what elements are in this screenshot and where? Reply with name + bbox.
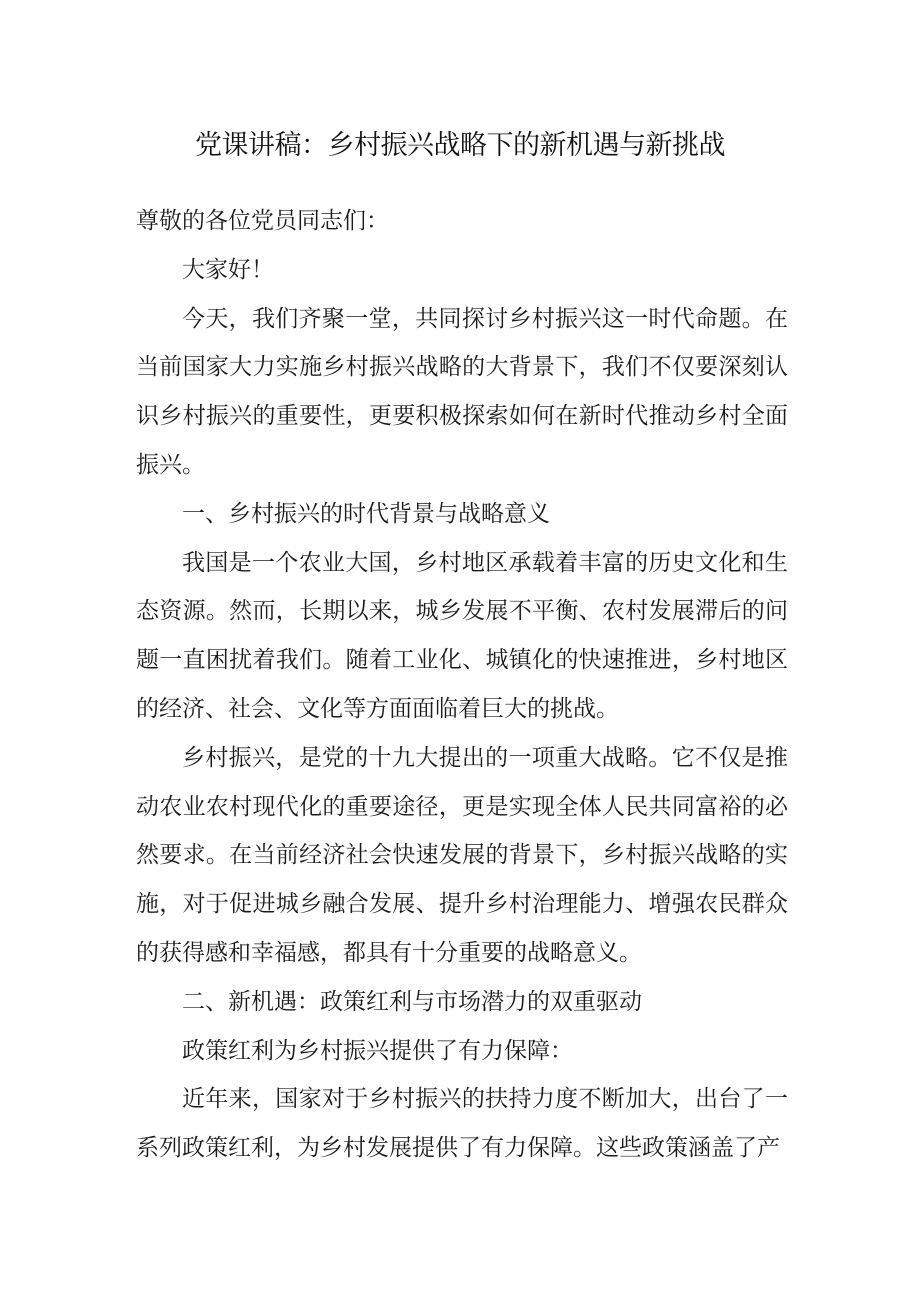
paragraph-background: 我国是一个农业大国，乡村地区承载着丰富的历史文化和生态资源。然而，长期以来，城乡发展不平衡、农村发展滞后的问题一直困扰着我们。随着工业化、城镇化的快速推进，乡村地区的经济、社会、文化等方面面临着巨大的挑战。	[136, 549, 788, 722]
section-heading-2: 二、新机遇：政策红利与市场潜力的双重驱动	[182, 988, 642, 1015]
document-body	[136, 197, 788, 1173]
paragraph-intro: 今天，我们齐聚一堂，共同探讨乡村振兴这一时代命题。在当前国家大力实施乡村振兴战略的大背景下，我们不仅要深刻认识乡村振兴的重要性，更要积极探索如何在新时代推动乡村全面振兴。	[136, 305, 788, 478]
section-heading-1: 一、乡村振兴的时代背景与战略意义	[182, 500, 550, 527]
paragraph-policy: 近年来，国家对于乡村振兴的扶持力度不断加大，出台了一系列政策红利，为乡村发展提供了有力保障。这些政策涵盖了产	[136, 1086, 788, 1162]
paragraph-salutation: 尊敬的各位党员同志们：	[136, 208, 389, 234]
document-title: 党课讲稿：乡村振兴战略下的新机遇与新挑战	[195, 130, 725, 161]
paragraph-significance: 乡村振兴，是党的十九大提出的一项重大战略。它不仅是推动农业农村现代化的重要途径，更是实现全体人民共同富裕的必然要求。在当前经济社会快速发展的背景下，乡村振兴战略的实施，对于促进城乡融合发展、提升乡村治理能力、增强农民群众的获得感和幸福感，都具有十分重要的战略意义。	[136, 744, 788, 966]
paragraph-greeting: 大家好！	[182, 256, 274, 283]
paragraph-policy-lead: 政策红利为乡村振兴提供了有力保障：	[182, 1037, 573, 1064]
